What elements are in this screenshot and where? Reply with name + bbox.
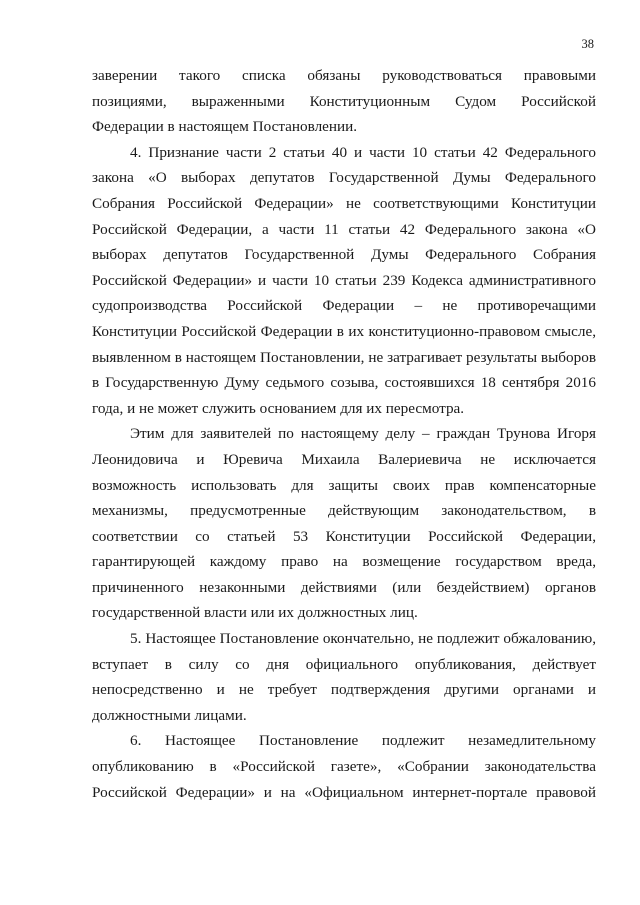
paragraph-continuation [92,63,596,140]
paragraph-item-4 [92,140,596,422]
text-line: Леонидовича и Юревича Михаила Валериевича не исключается [92,450,596,468]
text-line: выборах депутатов Государственной Думы Федерального Собрания [92,246,596,264]
text-line: Собрания Российской Федерации» не соответствующими Конституции [92,194,596,212]
text-line: в Государственную Думу седьмого созыва, состоявшихся 18 сентября 2016 [92,374,596,392]
text-line: Российской Федерации, а части 11 статьи 42 Федерального закона «О [92,220,596,238]
text-line: года, и не может служить основанием для их пересмотра. [92,399,465,417]
text-line: закона «О выборах депутатов Государственной Думы Федерального [92,169,596,187]
text-line: соответствии со статьей 53 Конституции Российской Федерации, [92,527,596,545]
text-line: судопроизводства Российской Федерации – не противоречащими [92,297,596,315]
text-line: Этим для заявителей по настоящему делу – граждан Трунова Игоря [130,425,596,443]
text-line: позициями, выраженными Конституционным Судом Российской [92,92,596,110]
text-line: заверении такого списка обязаны руководствоваться правовыми [92,67,596,84]
text-line: возможность использовать для защиты своих прав компенсаторные [92,476,596,494]
document-body [92,63,596,805]
page-number: 38 [581,37,594,51]
text-line: государственной власти или их должностных лиц. [92,604,418,622]
text-line: 4. Признание части 2 статьи 40 и части 10 статьи 42 Федерального [130,143,596,161]
text-line: 6. Настоящее Постановление подлежит незамедлительному [130,732,596,750]
text-line: непосредственно и не требует подтверждения другими органами и [92,681,596,699]
paragraph-item-6 [92,728,596,805]
text-line: Конституции Российской Федерации в их конституционно-правовом смысле, [92,322,596,340]
text-line: 5. Настоящее Постановление окончательно, не подлежит обжалованию, [130,630,596,648]
text-line: выявленном в настоящем Постановлении, не затрагивает результаты выборов [92,348,596,366]
paragraph-item-5 [92,626,596,728]
text-line: Российской Федерации» и части 10 статьи 239 Кодекса административного [92,271,596,289]
text-line: причиненного незаконными действиями (или бездействием) органов [92,578,596,596]
text-line: Федерации в настоящем Постановлении. [92,118,358,136]
text-line: Российской Федерации» и на «Официальном интернет-портале правовой [92,783,596,801]
text-line: вступает в силу со дня официального опубликования, действует [92,655,596,673]
text-line: механизмы, предусмотренные действующим законодательством, в [92,502,596,520]
text-line: гарантирующей каждому право на возмещение государством вреда, [92,553,596,571]
text-line: должностными лицами. [92,706,247,724]
paragraph-applicants [92,421,596,626]
text-line: опубликованию в «Российской газете», «Собрании законодательства [92,758,596,776]
